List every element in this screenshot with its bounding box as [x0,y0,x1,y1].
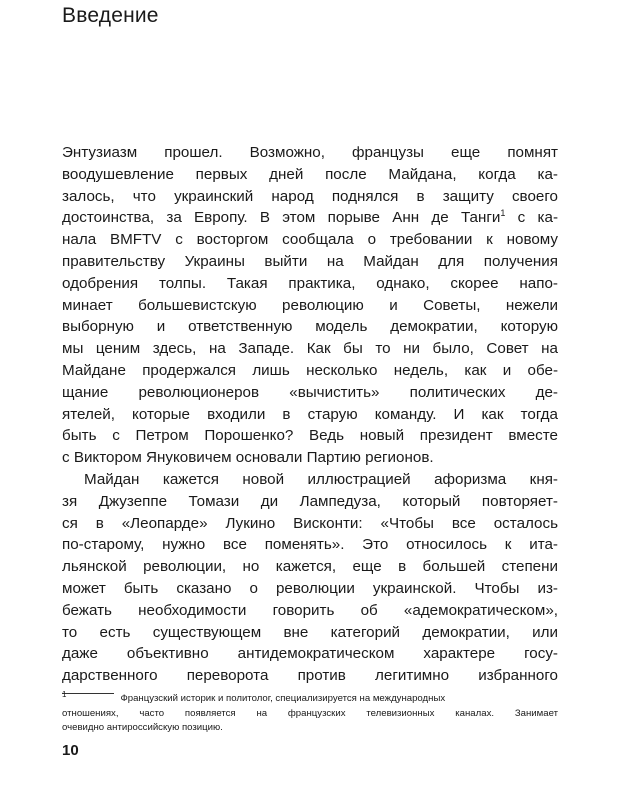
text-line: воодушевление первых дней после Майдана, когда ка- [62,165,558,183]
text-line: минает большевистскую революцию и Советы, нежели [62,296,558,314]
text-line: бежать необходимости говорить об «адемократическом», [62,601,558,619]
text-line: Майдане продержался лишь несколько недель, как и обе- [62,361,558,379]
footnote-line [62,688,558,707]
text-line: ся в «Леопарде» Лукино Висконти: «Чтобы все осталось [62,514,558,532]
text-line: то есть существующем вне категорий демократии, или [62,623,558,641]
footnote-line: отношениях, часто появляется на французских телевизионных каналах. Занимает [62,707,558,719]
text-line: выборную и ответственную модель демократии, которую [62,318,558,336]
footnote-text: Французский историк и политолог, специализируется на международных [120,693,446,705]
footnote-line: очевидно антироссийскую позицию. [62,722,223,734]
text-line: ятелей, которые входили в старую команду. И как тогда [62,405,558,423]
footnote [62,688,558,736]
page-number: 10 [62,742,79,759]
text-line: Майдан кажется новой иллюстрацией афоризма кня- [84,470,558,488]
text-line: мы ценим здесь, на Западе. Как бы то ни было, Совет на [62,340,558,358]
body-text [62,142,558,687]
text-segment: с ка- [505,209,558,227]
text-line: одобрения толпы. Такая практика, однако, скорее напо- [62,274,558,292]
text-line: нала BMFTV с восторгом сообщала о требовании к новому [62,231,558,249]
page-title: Введение [62,4,159,27]
text-line: с Виктором Януковичем основали Партию регионов. [62,449,434,467]
footnote-reference[interactable]: 1 [500,208,506,219]
footnote-number: 1 [62,690,67,699]
text-line: Энтузиазм прошел. Возможно, французы еще помнят [62,144,558,161]
text-line: быть с Петром Порошенко? Ведь новый президент вместе [62,427,558,445]
text-line [62,207,558,229]
text-line: дарственного переворота против легитимно избранного [62,667,558,685]
text-segment: достоинства, за Европу. В этом порыве Анн де Танги [62,209,501,227]
text-line: зя Джузеппе Томази ди Лампедуза, который повторяет- [62,492,558,510]
text-line: по-старому, нужно все поменять». Это относилось к ита- [62,536,558,554]
text-line: льянской революции, но кажется, еще в большей степени [62,558,558,576]
text-line: залось, что украинский народ поднялся в защиту своего [62,187,558,205]
text-line: может быть сказано о революции украинской. Чтобы из- [62,579,558,597]
text-line: правительству Украины выйти на Майдан для получения [62,252,558,270]
text-line: даже объективно антидемократическом характере госу- [62,645,558,663]
text-line: щание революционеров «вычистить» политических де- [62,383,558,401]
